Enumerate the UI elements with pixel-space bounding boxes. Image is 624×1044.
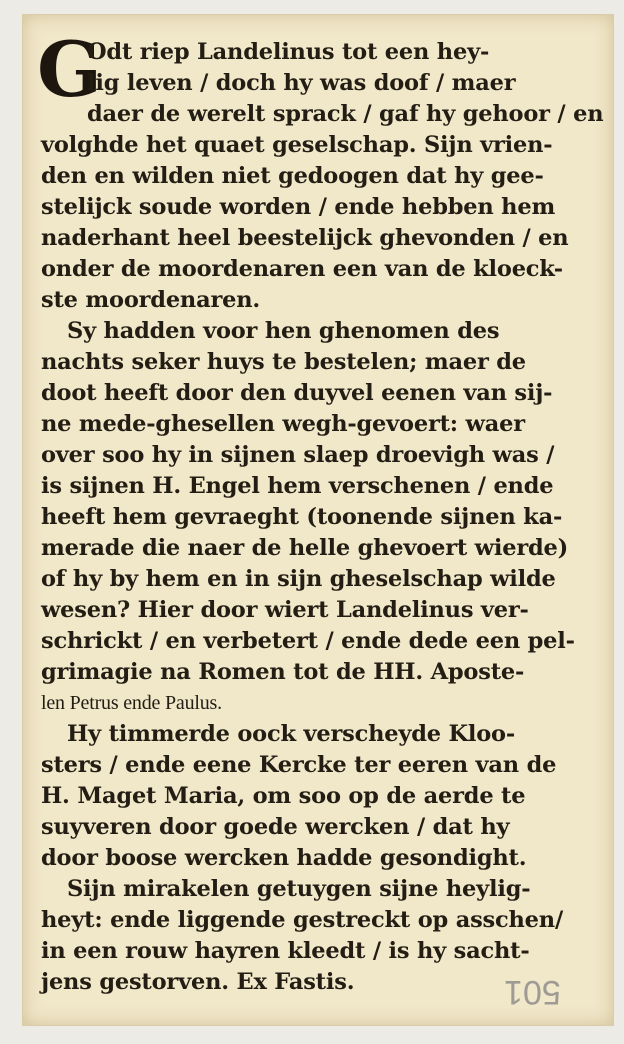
text-line: Hy timmerde oock verscheyde Kloo- (67, 721, 516, 747)
drop-cap: G (37, 25, 102, 114)
text-line: Sy hadden voor hen ghenomen des (67, 318, 500, 344)
text-line: H. Maget Maria, om soo op de aerde te (41, 783, 526, 809)
text-line: heyt: ende liggende gestreckt op asschen/ (41, 907, 563, 933)
text-line: grimagie na Romen tot de HH. Aposte- (41, 659, 525, 685)
text-line: den en wilden niet gedoogen dat hy gee- (41, 163, 544, 189)
paragraph-3 (41, 719, 593, 874)
text-line: in een rouw hayren kleedt / is hy sacht- (41, 938, 530, 964)
text-line: jens gestorven. Ex Fastis. (41, 969, 355, 995)
text-line: suyveren door goede wercken / dat hy (41, 814, 510, 840)
text-line: stelijck soude worden / ende hebben hem (41, 194, 556, 220)
text-line: of hy by hem en in sijn gheselschap wilde (41, 566, 556, 592)
text-line: is sijnen H. Engel hem verschenen / ende (41, 473, 554, 499)
paragraph-1 (37, 25, 604, 316)
text-line: schrickt / en verbetert / ende dede een pel- (41, 628, 575, 654)
paragraph-2 (41, 316, 593, 719)
text-line: nachts seker huys te bestelen; maer de (41, 349, 526, 375)
text-line: lig leven / doch hy was doof / maer (87, 70, 516, 96)
text-line: Odt riep Landelinus tot een hey- (87, 39, 490, 65)
text-line: Sijn mirakelen getuygen sijne heylig- (67, 876, 531, 902)
text-line: sters / ende eene Kercke ter eeren van de (41, 752, 557, 778)
text-line: merade die naer de helle ghevoert wierde) (41, 535, 569, 561)
text-line: volghde het quaet geselschap. Sijn vrien- (41, 132, 553, 158)
text-line: ste moordenaren. (41, 287, 261, 313)
text-line: len Petrus ende Paulus. (41, 692, 222, 714)
page-number: 501 (504, 973, 561, 1011)
text-line: naderhant heel beestelijck ghevonden / en (41, 225, 569, 251)
text-line: onder de moordenaren een van de kloeck- (41, 256, 563, 282)
text-line: daer de werelt sprack / gaf hy gehoor / en (87, 101, 604, 127)
text-line: door boose wercken hadde gesondight. (41, 845, 527, 871)
text-line: heeft hem gevraeght (toonende sijnen ka- (41, 504, 563, 530)
text-line: doot heeft door den duyvel eenen van sij- (41, 380, 553, 406)
text-line: wesen? Hier door wiert Landelinus ver- (41, 597, 529, 623)
text-line: ne mede-ghesellen wegh-gevoert: waer (41, 411, 525, 437)
text-line: over soo hy in sijnen slaep droevigh was / (41, 442, 555, 468)
paper-sheet (22, 14, 614, 1026)
text-block (37, 25, 604, 998)
